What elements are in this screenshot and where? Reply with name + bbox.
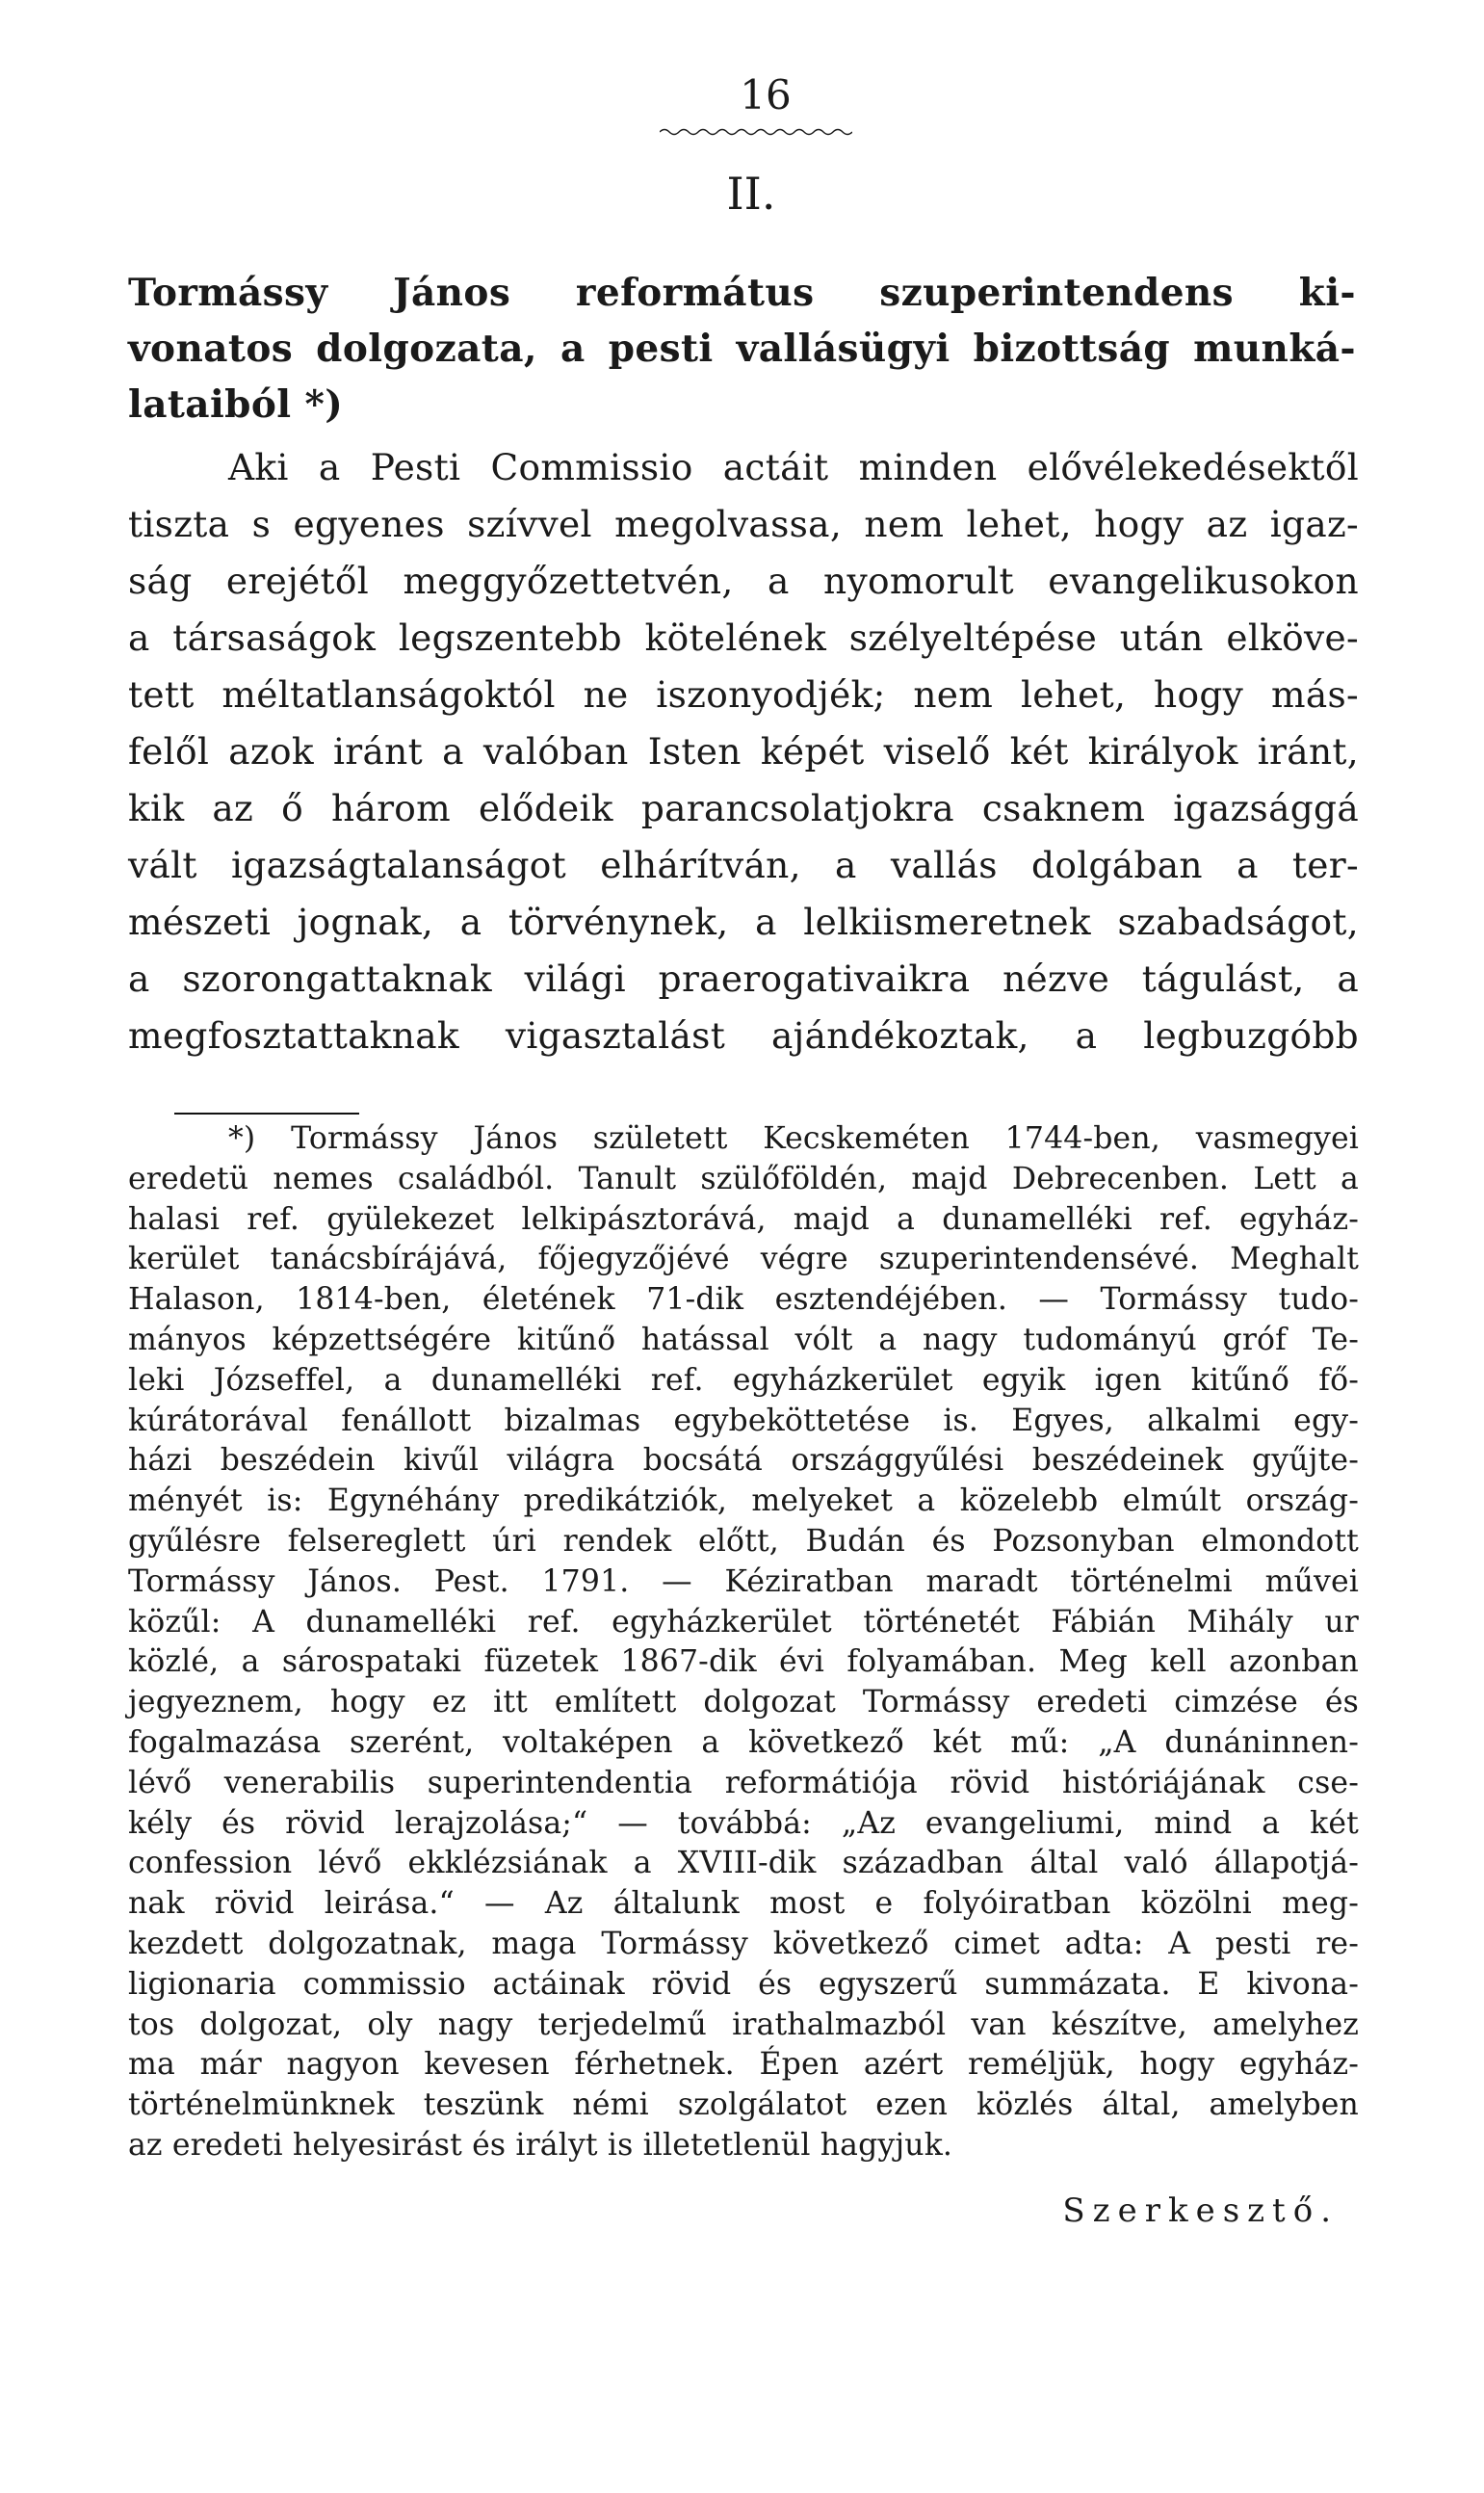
footnote-line: lévő venerabilis superintendentia reformátiója rövid históriájának cse- [128,1765,1359,1800]
footnote-line: házi beszédein kivűl világra bocsátá országgyűlési beszédeinek gyűjte- [128,1443,1359,1479]
body-line: a szorongattaknak világi praerogativaikra nézve tágulást, a [128,958,1359,1000]
footnote-line: ményét is: Egynéhány predikátziók, melyeket a közelebb elmúlt ország- [128,1483,1359,1519]
footnote-signature: Szerkesztő. [1062,2191,1339,2230]
footnote-line: az eredeti helyesirást és irályt is illetetlenül hagyjuk. [128,2127,953,2163]
page-number: 16 [740,71,792,118]
footnote-line: kezdett dolgozatnak, maga Tormássy következő cimet adta: A pesti re- [128,1926,1359,1961]
footnote-divider [174,1113,359,1115]
body-line: mészeti jognak, a törvénynek, a lelkiismeretnek szabadságot, [128,901,1359,943]
footnote-line: kély és rövid lerajzolása;“ — továbbá: „Az evangeliumi, mind a két [128,1805,1359,1841]
body-line: megfosztattaknak vigasztalást ajándékoztak, a legbuzgóbb [128,1014,1359,1057]
footnote-line: Halason, 1814-ben, életének 71-dik esztendéjében. — Tormássy tudo- [128,1282,1359,1318]
body-line: vált igazságtalanságot elhárítván, a vallás dolgában a ter- [128,844,1359,886]
footnote-line: leki Józseffel, a dunamelléki ref. egyházkerület egyik igen kitűnő fő- [128,1362,1359,1398]
footnote-line: kúrátorával fenállott bizalmas egybeköttetése is. Egyes, alkalmi egy- [128,1403,1359,1438]
body-line: Aki a Pesti Commissio actáit minden elővélekedésektől [228,446,1359,488]
footnote-line: történelmünknek teszünk némi szolgálatot ezen közlés által, amelyben [128,2087,1359,2123]
title-line: lataiból *) [128,382,344,427]
footnote-line: fogalmazása szerént, voltaképen a következő két mű: „A dunáninnen- [128,1724,1359,1760]
footnote-line: mányos képzettségére kitűnő hatással vólt a nagy tudományú gróf Te- [128,1322,1359,1357]
footnote-line: jegyeznem, hogy ez itt említett dolgozat Tormássy eredeti cimzése és [128,1685,1359,1720]
body-line: kik az ő három elődeik parancsolatjokra csaknem igazsággá [128,787,1359,829]
body-line: tiszta s egyenes szívvel megolvassa, nem lehet, hogy az igaz- [128,503,1359,545]
footnote-line: *) Tormássy János született Kecskeméten 1744-ben, vasmegyei [228,1121,1359,1156]
title-line: vonatos dolgozata, a pesti vallásügyi bizottság munká- [128,327,1356,371]
footnote-line: eredetü nemes családból. Tanult szülőföldén, majd Debrecenben. Lett a [128,1161,1359,1196]
footnote-line: tos dolgozat, oly nagy terjedelmű irathalmazból van készítve, amelyhez [128,2007,1359,2042]
body-paragraph [128,439,1359,1064]
footnote-line: halasi ref. gyülekezet lelkipásztorává, majd a dunamelléki ref. egyház- [128,1201,1359,1237]
footnote-line: ma már nagyon kevesen férhetnek. Épen azért reméljük, hogy egyház- [128,2047,1359,2083]
body-line: a társaságok legszentebb kötelének szélyeltépése után elköve- [128,617,1359,659]
footnote-line: kerület tanácsbírájává, főjegyzőjévé végre szuperintendensévé. Meghalt [128,1242,1359,1277]
footnote-line: ligionaria commissio actáinak rövid és egyszerű summázata. E kivona- [128,1966,1359,2002]
footnote-line: közlé, a sárospataki füzetek 1867-dik évi folyamában. Meg kell azonban [128,1644,1359,1680]
section-heading: II. [726,168,776,220]
body-line: felől azok iránt a valóban Isten képét viselő két királyok iránt, [128,730,1359,773]
footnote-line: közűl: A dunamelléki ref. egyházkerület történetét Fábián Mihály ur [128,1604,1359,1640]
footnote-line: nak rövid leirása.“ — Az általunk most e folyóiratban közölni meg- [128,1886,1359,1922]
footnote-line: confession lévő ekklézsiának a XVIII-dik században által való állapotjá- [128,1846,1359,1881]
title-line: Tormássy János református szuperintendens ki- [128,271,1356,315]
footnote-line: gyűlésre felsereglett úri rendek előtt, Budán és Pozsonyban elmondott [128,1523,1359,1559]
body-line: ság erejétől meggyőzettetvén, a nyomorult evangelikusokon [128,560,1359,602]
footnote [128,1119,1359,2166]
body-line: tett méltatlanságoktól ne iszonyodjék; nem lehet, hogy más- [128,673,1359,716]
wavy-rule-icon [660,127,852,137]
footnote-line: Tormássy János. Pest. 1791. — Kéziratban maradt történelmi művei [128,1563,1359,1599]
article-title [128,265,1356,433]
